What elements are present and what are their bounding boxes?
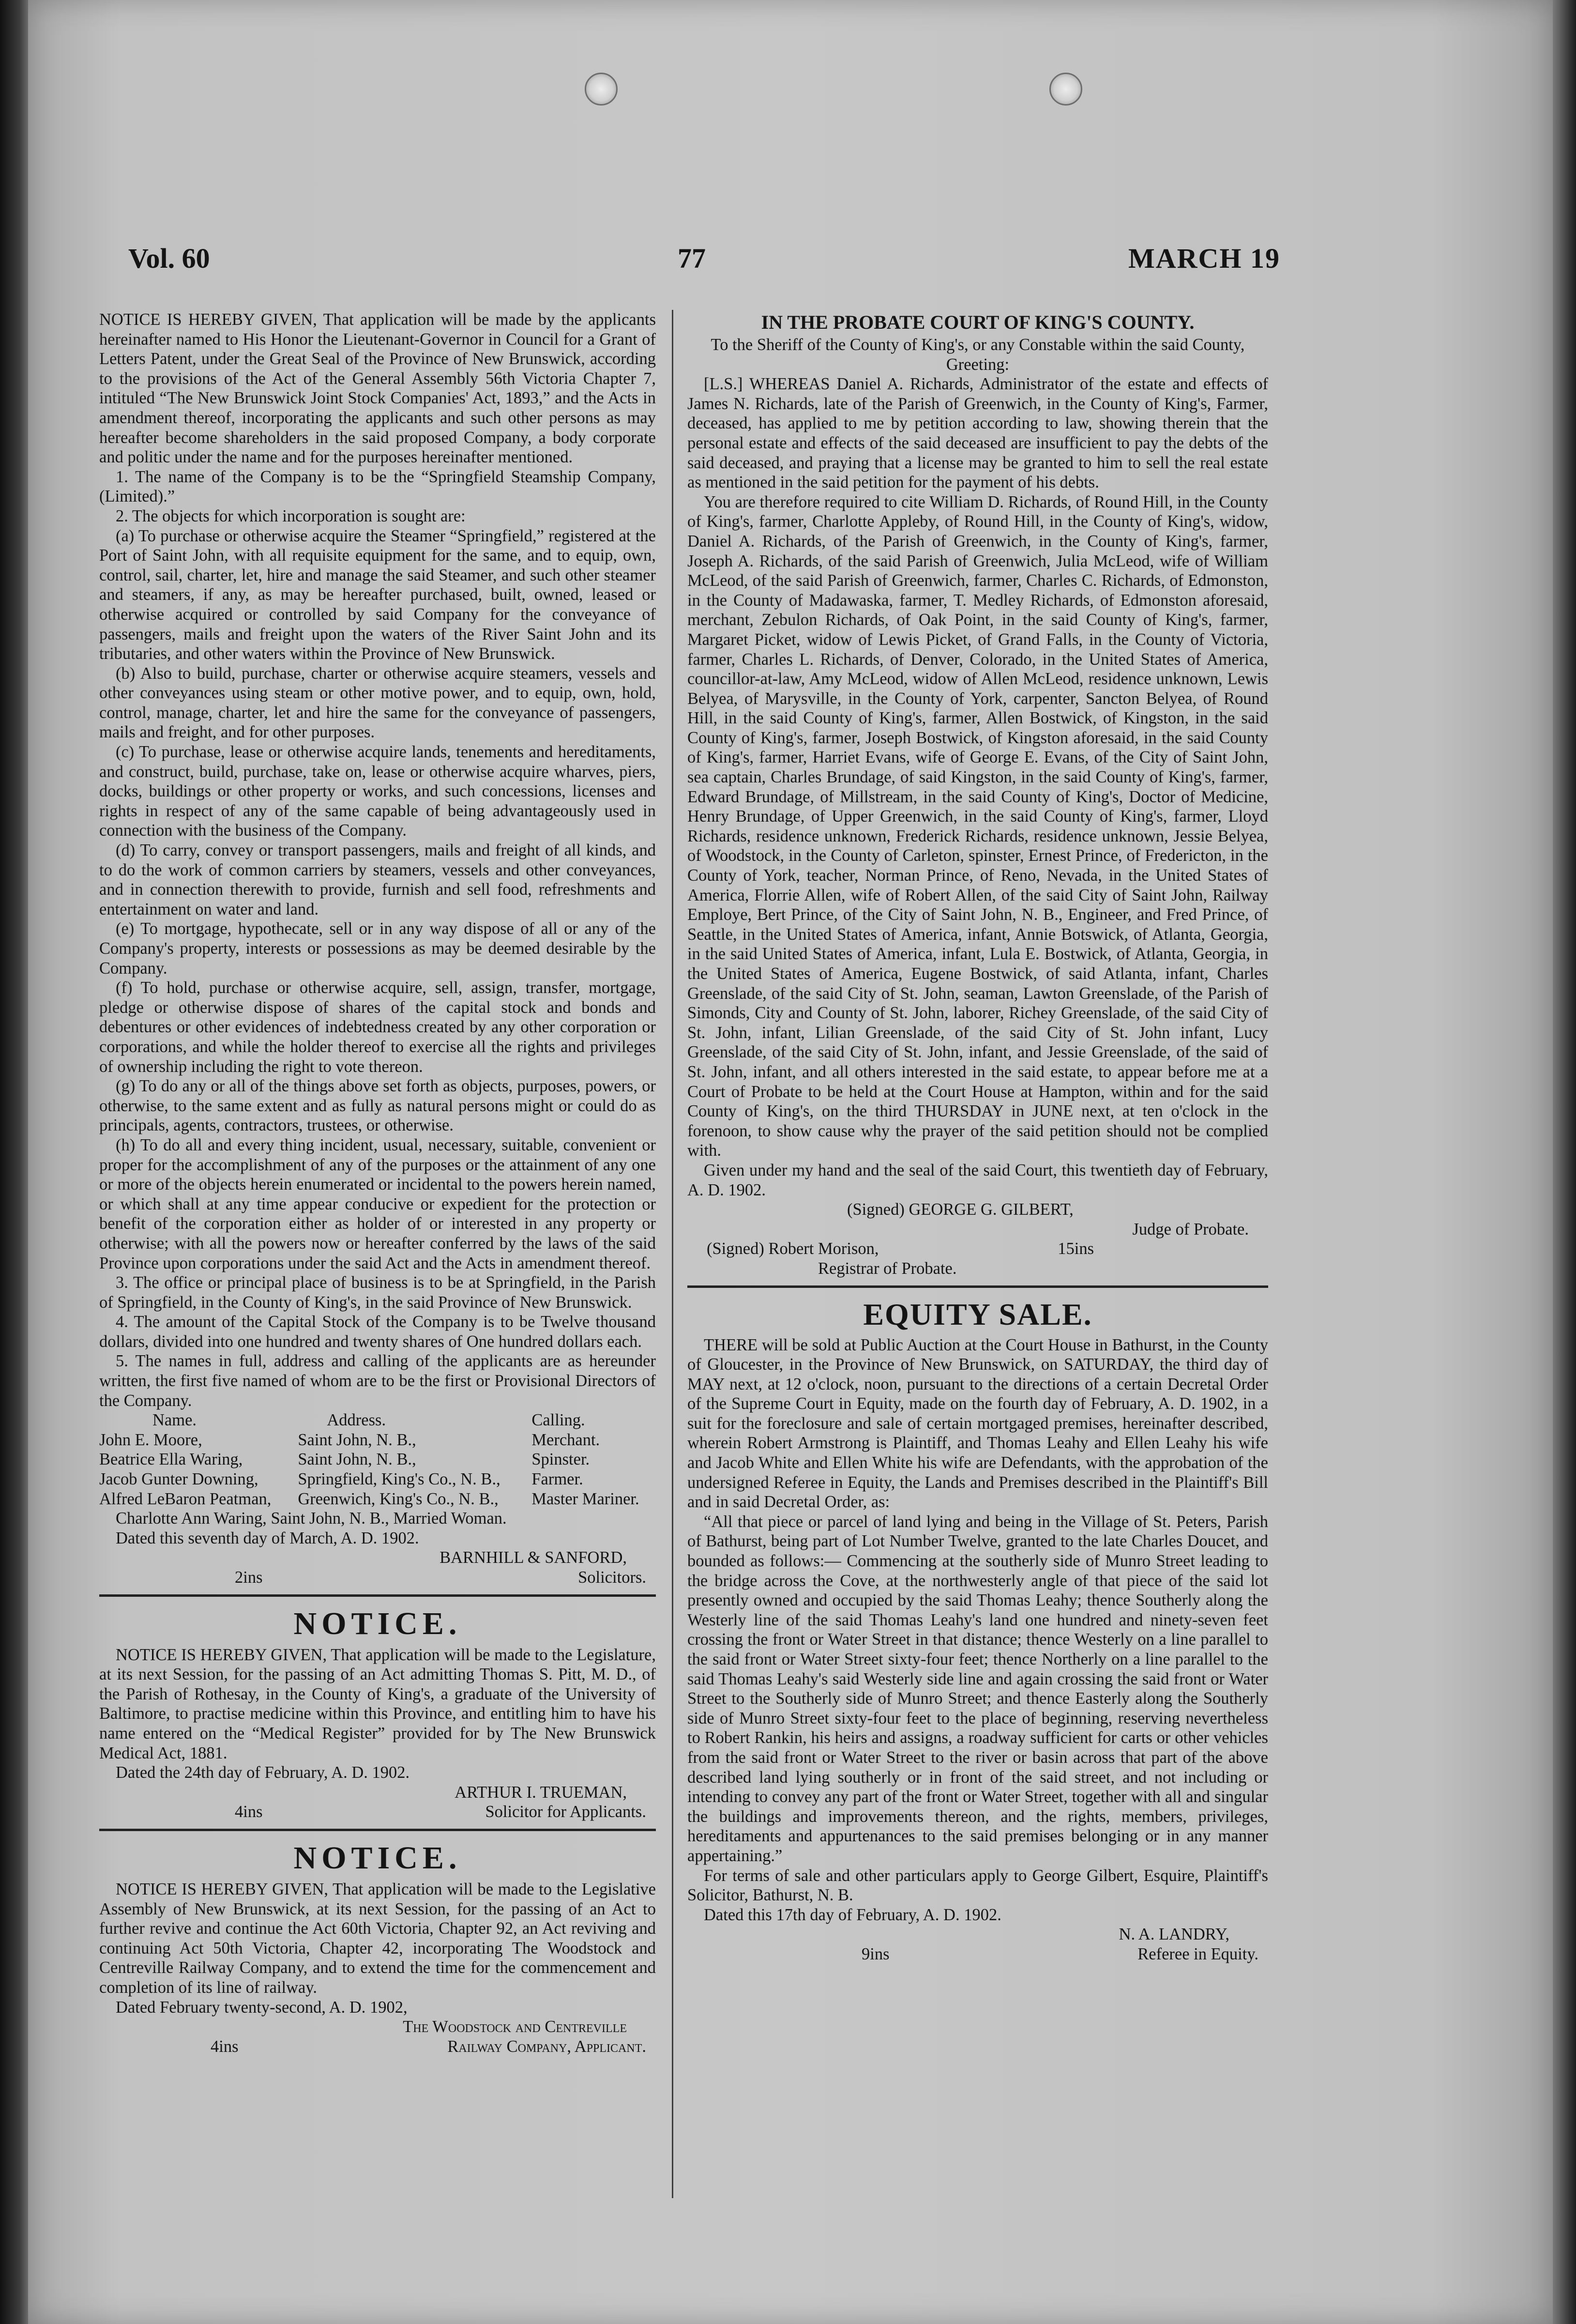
- citation-address: To the Sheriff of the County of King's, or any Constable within the said County, Greeting:: [711, 336, 1245, 374]
- notice-item-3: 3. The office or principal place of business is to be at Springfield, in the Parish of Springfield, in the County of King's, in the said Province of New Brunswick.: [99, 1273, 656, 1312]
- table-row: [99, 1430, 656, 1450]
- notice-dated: Dated the 24th day of February, A. D. 1902.: [116, 1763, 410, 1782]
- signature-line: [99, 2037, 656, 2057]
- signature-line: [687, 1944, 1268, 1964]
- insertion-count: 9ins: [862, 1944, 890, 1963]
- column-header-calling: Calling.: [531, 1411, 585, 1430]
- binding-hole: [585, 73, 618, 106]
- applicant-address: Saint John, N. B.,: [298, 1450, 416, 1469]
- registrar-title: Registrar of Probate.: [818, 1259, 957, 1278]
- right-column: [687, 310, 1268, 2237]
- applicant-address: Springfield, King's Co., N. B.,: [298, 1470, 500, 1489]
- registrar-signature: (Signed) Robert Morison,: [707, 1239, 879, 1258]
- object-c: (c) To purchase, lease or otherwise acquire lands, tenements and hereditaments, and construct, build, purchase, take on, lease or otherwise acquire wharves, piers, docks, buildings or other property or works, and such concessions, licenses and rights in respect of any of the same capable of being advantageously used in connection with the business of the Company.: [99, 743, 656, 840]
- citation-body: You are therefore required to cite William D. Richards, of Round Hill, in the County of King's, farmer, Charlotte Appleby, of Round Hill, in the County of King's, widow, Daniel A. Richards, of the Parish of Greenwich, in the County of King's, farmer, Joseph A. Richards, of the said Parish of Greenwich, Julia McLeod, wife of William McLeod, of the said Parish of Greenwich, farmer, Charles C. Richards, of Edmonston, in the County of Madawaska, farmer, T. Medley Richards, of Edmonston aforesaid, merchant, Zebulon Richards, of Oak Point, in the said County of King's, farmer, Margaret Picket, widow of Lewis Picket, of Grand Falls, in the County of Victoria, farmer, Charles L. Richards, of Denver, Colorado, in the United States of America, councillor-at-law, Amy McLeod, widow of Allen McLeod, residence unknown, Lewis Belyea, of Marysville, in the County of York, carpenter, Sancton Belyea, of Round Hill, in the said County of King's, farmer, Allen Bostwick, of Kingston, in the said County of King's, farmer, Joseph Bostwick, of Kingston aforesaid, in the said County of King's, farmer, Harriet Evans, wife of George E. Evans, of the City of Saint John, sea captain, Charles Brundage, of said Kingston, in the said County of King's, farmer, Edward Brundage, of Millstream, in the said County of King's, Doctor of Medicine, Henry Brundage, of Upper Greenwich, in the said County of King's, farmer, Lloyd Richards, residence unknown, Frederick Richards, residence unknown, Jessie Belyea, of Woodstock, in the County of Carleton, spinster, Ernest Prince, of Fredericton, in the County of York, teacher, Norman Prince, of Reno, Nevada, in the United States of America, Florrie Allen, wife of Robert Allen, of the said City of Saint John, Railway Employe, Bert Prince, of the City of Saint John, N. B., Engineer, and Fred Prince, of Seattle, in the United States of America, infant, Annie Botswick, of Atlanta, Georgia, in the said United States of America, infant, Lula E. Bostwick, of Atlanta, Georgia, in the United States of America, Eugene Bostwick, of said Atlanta, infant, Charles Greenslade, of the said City of St. John, seaman, Lawton Greenslade, of the Parish of Simonds, City and County of St. John, laborer, Richey Greenslade, of the said City of St. John, infant, Lilian Greenslade, of the said City of St. John infant, Lucy Greenslade, of the said City of St. John, infant, and Jessie Greenslade, of the said of St. John, infant, and all others interested in the said estate, to appear before me at a Court of Probate to be held at the Court House at Hampton, within and for the said County of King's, on the third THURSDAY in JUNE next, at ten o'clock in the forenoon, to show cause why the prayer of the said petition should not be complied with.: [687, 492, 1268, 1160]
- citation-whereas: [L.S.] WHEREAS Daniel A. Richards, Administrator of the estate and effects of James N. Richards, late of the Parish of Greenwich, in the County of King's, Farmer, deceased, has applied to me by petition according to law, showing therein that the personal estate and effects of the said deceased are insufficient to pay the debts of the said deceased, and praying that a license may be granted to him to sell the real estate as mentioned in the said petition for the payment of his debts.: [687, 375, 1268, 492]
- applicant-name: Beatrice Ella Waring,: [99, 1450, 243, 1469]
- notice-body: NOTICE IS HEREBY GIVEN, That application will be made to the Legislature, at its next Session, for the passing of an Act admitting Thomas S. Pitt, M. D., of the Parish of Rothesay, in the County of King's, a graduate of the University of Baltimore, to practise medicine within this Province, and entitling him to have his name entered on the “Medical Register” provided for by The New Brunswick Medical Act, 1881.: [99, 1645, 656, 1762]
- applicant-name: John E. Moore,: [99, 1430, 202, 1449]
- applicant-address: Saint John, N. B.,: [298, 1430, 416, 1449]
- sale-body: THERE will be sold at Public Auction at the Court House in Bathurst, in the County of Gloucester, in the Province of New Brunswick, on SATURDAY, the third day of MAY next, at 12 o'clock, noon, pursuant to the directions of a certain Decretal Order of the Supreme Court in Equity, made on the fourth day of February, A. D. 1902, in a suit for the foreclosure and sale of certain mortgaged premises, hereinafter described, wherein Robert Armstrong is Plaintiff, and Thomas Leahy and Ellen Leahy his wife and Jacob White and Ellen White his wife are Defendants, with the approbation of the undersigned Referee in Equity, the Lands and Premises described in the Plaintiff's Bill and in said Decretal Order, as:: [687, 1335, 1268, 1512]
- section-divider: [99, 1594, 656, 1597]
- left-column: [99, 310, 656, 2237]
- volume-label: Vol. 60: [128, 243, 210, 274]
- insertion-count: 2ins: [235, 1568, 263, 1587]
- applicant-name: Alfred LeBaron Peatman,: [99, 1489, 272, 1508]
- applicant-calling: Master Mariner.: [531, 1489, 639, 1508]
- issue-date: MARCH 19: [1128, 243, 1280, 274]
- notice-intro: NOTICE IS HEREBY GIVEN, That application will be made by the applicants hereinafter named to His Honor the Lieutenant-Governor in Council for a Grant of Letters Patent, under the Great Seal of the Province of New Brunswick, according to the provisions of the Act of the General Assembly 56th Victoria Chapter 7, intituled “The New Brunswick Joint Stock Companies' Act, 1893,” and the Acts in amendment thereof, incorporating the applicants and such other persons as may hereafter become shareholders in the said proposed Company, a body corporate and politic under the name and for the purposes hereinafter mentioned.: [99, 310, 656, 467]
- notice-item-5: 5. The names in full, address and calling of the applicants are as hereunder written, the first five named of whom are to be the first or Provisional Directors of the Company.: [99, 1352, 656, 1410]
- applicant-calling: Spinster.: [531, 1450, 590, 1469]
- column-header-name: Name.: [152, 1411, 197, 1430]
- notice-heading: NOTICE.: [293, 1605, 462, 1641]
- applicants-table: [99, 1410, 656, 1509]
- column-header-address: Address.: [327, 1411, 386, 1430]
- binding-hole: [1049, 73, 1082, 106]
- table-header-row: [99, 1410, 656, 1430]
- property-description: “All that piece or parcel of land lying and being in the Village of St. Peters, Parish of Bathurst, being part of Lot Number Twelve, granted to the late Charles Doucet, and bounded as follows:— Commencing at the southerly side of Munro Street leading to the bridge across the Cove, at the northwesterly angle of that piece of the said lot presently owned and occupied by the said Thomas Leahy; thence Southerly along the Westerly line of the said Thomas Leahy's land one hundred and ninety-seven feet crossing the front or Water Street in that distance; thence Westerly on a line parallel to the said front or Water Street sixty-four feet; thence Northerly on a line parallel to the said Thomas Leahy's said Westerly side line and again crossing the said front or Water Street to the Southerly side of Munro Street; and thence Easterly along the Southerly side of Munro Street sixty-four feet to the place of beginning, reserving nevertheless to Robert Rankin, his heirs and assigns, a roadway sufficient for carts or other vehicles from the said front or Water Street to the river or basin across that part of the above described land lying southerly or in front of the said street, and not including or intending to convey any part of the front or Water Street, together with all and singular the buildings and improvements thereon, and the rights, members, privileges, hereditaments and appurtenances to the said premises belonging or in any manner appertaining.”: [687, 1512, 1268, 1865]
- medical-act-notice: [99, 1603, 656, 1822]
- section-divider: [687, 1285, 1268, 1288]
- notice-dated: Dated this seventh day of March, A. D. 1902.: [116, 1529, 419, 1547]
- notice-dated: Dated February twenty-second, A. D. 1902,: [116, 1998, 408, 2017]
- company-incorporation-notice: [99, 310, 656, 1588]
- insertion-count: 4ins: [211, 2037, 239, 2056]
- page-number: 77: [678, 243, 706, 274]
- object-a: (a) To purchase or otherwise acquire the Steamer “Springfield,” registered at the Port of Saint John, with all requisite equipment for the same, and to equip, own, control, sail, charter, let, hire and manage the said Steamer, and such other steamer and steamers, if any, as may be hereafter purchased, built, owned, leased or otherwise acquired or controlled by said Company for the conveyance of passengers, mails and freight upon the waters of the River Saint John and its tributaries, and other waters within the Province of New Brunswick.: [99, 526, 656, 663]
- applicant-name: Jacob Gunter Downing,: [99, 1470, 258, 1489]
- page-edge-shadow: [1553, 0, 1576, 2324]
- object-b: (b) Also to build, purchase, charter or otherwise acquire steamers, vessels and other conveyances using steam or other motive power, and to equip, own, hold, control, manage, charter, let and hire the same for the conveyance of passengers, mails and freight, and for other purposes.: [99, 664, 656, 742]
- object-f: (f) To hold, purchase or otherwise acquire, sell, assign, transfer, mortgage, pledge or otherwise dispose of shares of the capital stock and bonds and debentures or other evidences of indebtedness created by any other corporation or corporations, and while the holder thereof to exercise all the rights and privileges of ownership including the right to vote thereon.: [99, 979, 656, 1076]
- notice-item-4: 4. The amount of the Capital Stock of the Company is to be Twelve thousand dollars, divided into one hundred and twenty shares of One hundred dollars each.: [99, 1313, 656, 1351]
- judge-title: Judge of Probate.: [1132, 1220, 1249, 1238]
- citation-given: Given under my hand and the seal of the said Court, this twentieth day of February, A. D. 1902.: [687, 1161, 1268, 1199]
- table-row: [99, 1489, 656, 1509]
- registrar-line: [687, 1239, 1268, 1259]
- object-g: (g) To do any or all of the things above set forth as objects, purposes, powers, or otherwise, to the same extent and as fully as natural persons might or could do as principals, agents, contractors, trustees, or otherwise.: [99, 1077, 656, 1135]
- sale-terms: For terms of sale and other particulars apply to George Gilbert, Esquire, Plaintiff's Solicitor, Bathurst, N. B.: [687, 1866, 1268, 1905]
- column-rule: [672, 310, 673, 2198]
- notice-item-2: 2. The objects for which incorporation is sought are:: [116, 506, 466, 525]
- notice-heading: NOTICE.: [293, 1840, 462, 1876]
- table-row: [99, 1469, 656, 1489]
- sale-dated: Dated this 17th day of February, A. D. 1902.: [704, 1905, 1001, 1924]
- referee-title: Referee in Equity.: [1137, 1944, 1258, 1963]
- railway-act-notice: [99, 1837, 656, 2056]
- referee-signature: N. A. LANDRY,: [1119, 1925, 1229, 1944]
- section-divider: [99, 1829, 656, 1831]
- equity-heading: EQUITY SALE.: [863, 1297, 1092, 1331]
- notice-item-1: 1. The name of the Company is to be the “Springfield Steamship Company, (Limited).”: [99, 467, 656, 506]
- probate-heading: IN THE PROBATE COURT OF KING'S COUNTY.: [761, 311, 1195, 333]
- object-e: (e) To mortgage, hypothecate, sell or in any way dispose of all or any of the Company's property, interests or possessions as may be deemed desirable by the Company.: [99, 919, 656, 978]
- object-h: (h) To do all and every thing incident, usual, necessary, suitable, convenient or proper for the accomplishment of any of the purposes or the attainment of any one or more of the objects herein enumerated or incidental to the powers herein named, or which shall at any time appear conducive or expedient for the protection or benefit of the corporation either as holder of or interested in any property or otherwise; with all the powers now or hereafter conferred by the laws of the said Province upon corporations under the said Act and the Acts in amendment thereof.: [99, 1135, 656, 1272]
- running-head: [99, 242, 1280, 281]
- table-row: [99, 1450, 656, 1469]
- probate-court-citation: [687, 310, 1268, 1279]
- notice-signature: BARNHILL & SANFORD,: [439, 1548, 627, 1567]
- insertion-count: 4ins: [235, 1803, 263, 1821]
- insertion-count: 15ins: [1058, 1239, 1094, 1258]
- signatory-role: Solicitor for Applicants.: [485, 1803, 646, 1821]
- notice-body: NOTICE IS HEREBY GIVEN, That application will be made to the Legislative Assembly of New Brunswick, at its next Session, for the passing of an Act to further revive and continue the Act 60th Victoria, Chapter 92, an Act reviving and continuing Act 50th Victoria, Chapter 42, incorporating The Woodstock and Centreville Railway Company, and to extend the time for the commencement and completion of its line of railway.: [99, 1880, 656, 1997]
- object-d: (d) To carry, convey or transport passengers, mails and freight of all kinds, and to do the work of common carriers by steamers, vessels and other conveyances, and in connection therewith to provide, furnish and sell food, refreshments and entertainment on water and land.: [99, 841, 656, 918]
- applicant-extra: Charlotte Ann Waring, Saint John, N. B., Married Woman.: [116, 1509, 507, 1528]
- signatory-role: Solicitors.: [578, 1568, 646, 1587]
- equity-sale-notice: [687, 1294, 1268, 1964]
- book-spine: [0, 0, 28, 2324]
- signatory-role: Railway Company, Applicant.: [447, 2037, 646, 2056]
- applicant-calling: Merchant.: [531, 1430, 600, 1449]
- notice-signature: ARTHUR I. TRUEMAN,: [455, 1783, 627, 1802]
- signature-line: [99, 1802, 656, 1822]
- applicant-address: Greenwich, King's Co., N. B.,: [298, 1489, 499, 1508]
- signature-line: [99, 1568, 656, 1588]
- applicant-calling: Farmer.: [531, 1470, 583, 1489]
- notice-signature: The Woodstock and Centreville: [403, 2018, 627, 2036]
- judge-signature: (Signed) GEORGE G. GILBERT,: [847, 1200, 1074, 1219]
